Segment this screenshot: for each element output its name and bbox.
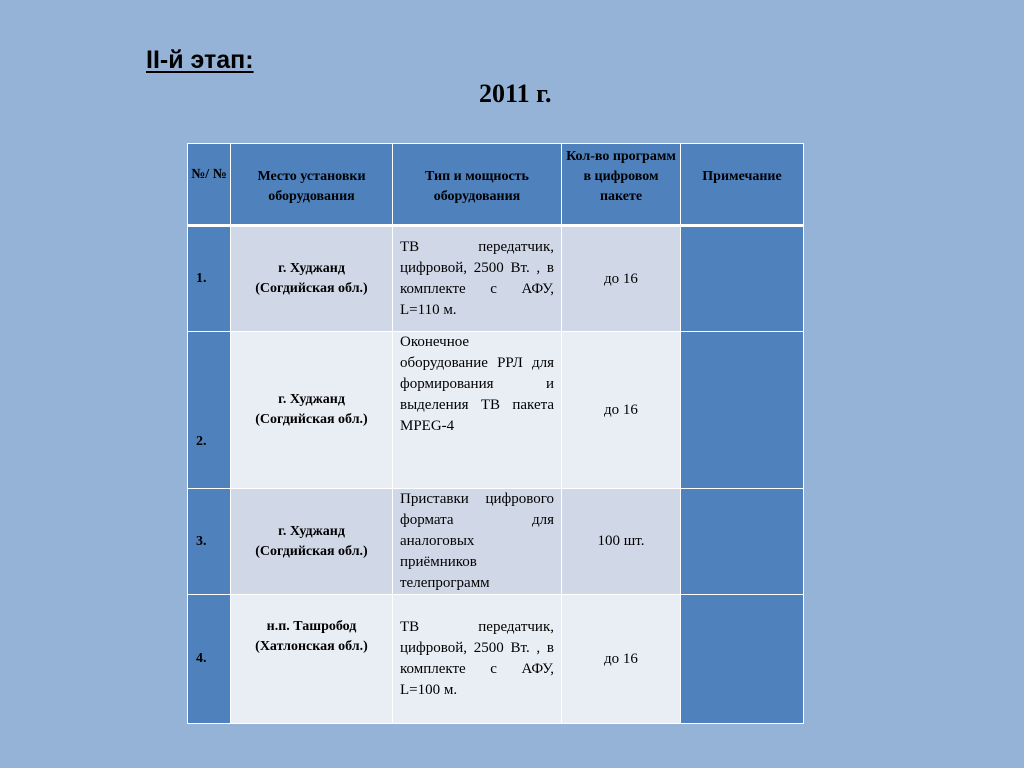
row-number: 2.: [188, 332, 231, 489]
row-number: 3.: [188, 489, 231, 595]
row-qty: 100 шт.: [562, 489, 681, 595]
row-note: [681, 226, 804, 332]
slide-year: 2011 г.: [479, 79, 552, 108]
row-type: Приставки цифрового формата для аналоговых приёмников телепрограмм: [393, 489, 562, 595]
row-qty: до 16: [562, 226, 681, 332]
row-type: ТВ передатчик, цифровой, 2500 Вт. , в комплекте с АФУ, L=100 м.: [393, 595, 562, 724]
table-row: [188, 226, 804, 332]
row-place: [231, 489, 393, 595]
place-city: г. Худжанд: [278, 261, 345, 276]
row-number: 4.: [188, 595, 231, 724]
row-place: [231, 226, 393, 332]
header-note: Примечание: [681, 144, 804, 226]
header-qty: Кол-во программ в цифровом пакете: [562, 144, 681, 226]
row-type: Оконечное оборудование РРЛ для формирования и выделения ТВ пакета MPEG-4: [393, 332, 562, 489]
table-row: [188, 595, 804, 724]
place-region: (Хатлонская обл.): [255, 639, 368, 654]
table-body: [188, 226, 804, 724]
row-place: [231, 595, 393, 724]
table-header: [188, 144, 804, 226]
row-number: 1.: [188, 226, 231, 332]
row-note: [681, 595, 804, 724]
equipment-table: [187, 143, 804, 724]
row-qty: до 16: [562, 595, 681, 724]
table-row: [188, 489, 804, 595]
place-city: г. Худжанд: [278, 392, 345, 407]
header-place: Место установки оборудования: [231, 144, 393, 226]
place-region: (Согдийская обл.): [255, 281, 368, 296]
row-note: [681, 332, 804, 489]
header-type: Тип и мощность оборудования: [393, 144, 562, 226]
place-city: н.п. Ташробод: [266, 619, 357, 634]
row-place: [231, 332, 393, 489]
place-city: г. Худжанд: [278, 523, 345, 539]
place-region: (Согдийская обл.): [255, 543, 368, 559]
row-note: [681, 489, 804, 595]
header-num: №/ №: [188, 144, 231, 226]
table-row: [188, 332, 804, 489]
header-row: [188, 144, 804, 226]
row-type: ТВ передатчик, цифровой, 2500 Вт. , в комплекте с АФУ, L=110 м.: [393, 226, 562, 332]
row-qty: до 16: [562, 332, 681, 489]
slide-heading: II-й этап:: [146, 46, 254, 74]
place-region: (Согдийская обл.): [255, 412, 368, 427]
